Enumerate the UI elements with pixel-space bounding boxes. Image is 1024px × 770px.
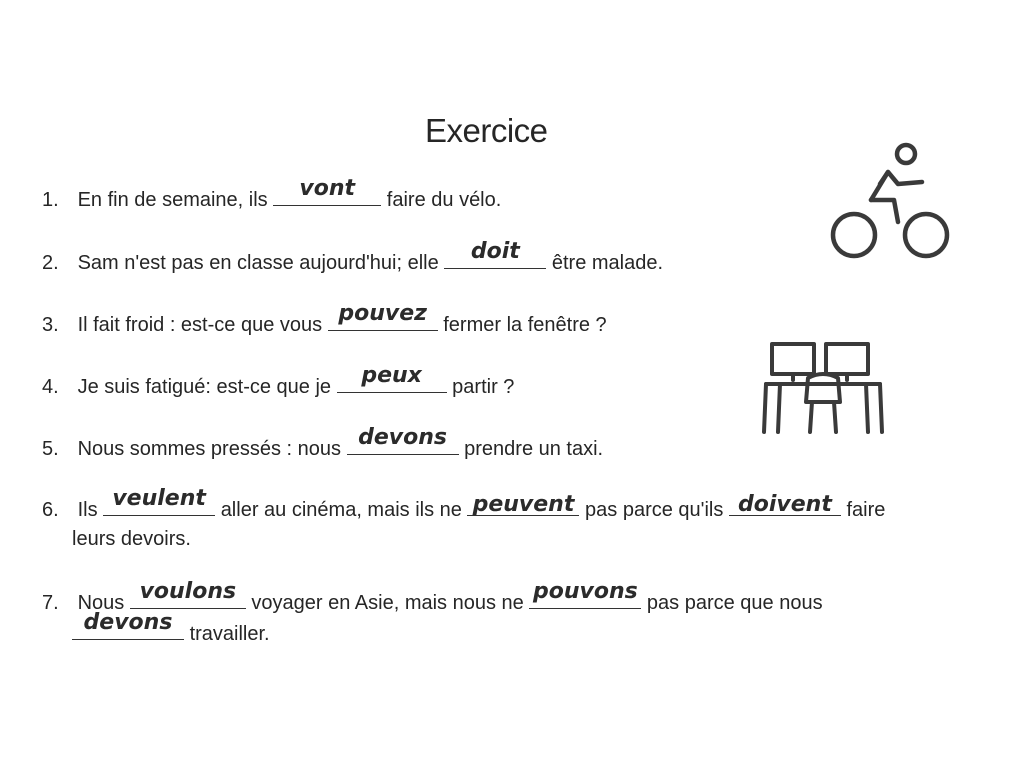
blank xyxy=(273,176,381,206)
exercise-item-4: 4. Je suis fatigué: est-ce que je peux partir ? xyxy=(42,363,515,398)
answer: peuvent xyxy=(472,492,575,517)
answer: doit xyxy=(470,239,520,264)
exercise-item-3: 3. Il fait froid : est-ce que vous pouvez fermer la fenêtre ? xyxy=(42,301,607,336)
exercise-item-5: 5. Nous sommes pressés : nous devons prendre un taxi. xyxy=(42,425,604,460)
answer: pouvons xyxy=(532,579,638,604)
answer: peux xyxy=(361,363,422,388)
blank xyxy=(130,579,246,609)
blank xyxy=(444,239,546,269)
exercise-item-6: 6. Ils veulent aller au cinéma, mais ils ne peuvent pas parce qu'ils doivent faire xyxy=(42,486,886,521)
answer: voulons xyxy=(139,579,237,604)
blank xyxy=(72,610,184,640)
blank xyxy=(103,486,215,516)
exercise-item-6-continued: leurs devoirs. xyxy=(72,528,191,550)
answer: vont xyxy=(299,176,356,201)
answer: veulent xyxy=(112,486,206,511)
blank xyxy=(467,492,579,517)
answer: devons xyxy=(358,425,447,450)
workstation-icon xyxy=(762,340,884,436)
answer: devons xyxy=(83,610,173,635)
exercise-item-2: 2. Sam n'est pas en classe aujourd'hui; elle doit être malade. xyxy=(42,239,664,274)
blank xyxy=(328,301,438,331)
blank xyxy=(529,579,641,609)
exercise-item-7-continued: devons travailler. xyxy=(72,621,270,646)
blank xyxy=(729,492,841,517)
exercise-item-1: 1. En fin de semaine, ils vont faire du vélo. xyxy=(42,176,502,211)
answer: pouvez xyxy=(338,301,427,326)
blank xyxy=(347,425,459,455)
bicycle-icon xyxy=(826,140,954,262)
blank xyxy=(337,363,447,393)
exercise-item-7: 7. Nous voulons voyager en Asie, mais nous ne pouvons pas parce que nous xyxy=(42,579,823,614)
answer: doivent xyxy=(738,492,832,517)
exercise-title: Exercice xyxy=(425,112,548,149)
